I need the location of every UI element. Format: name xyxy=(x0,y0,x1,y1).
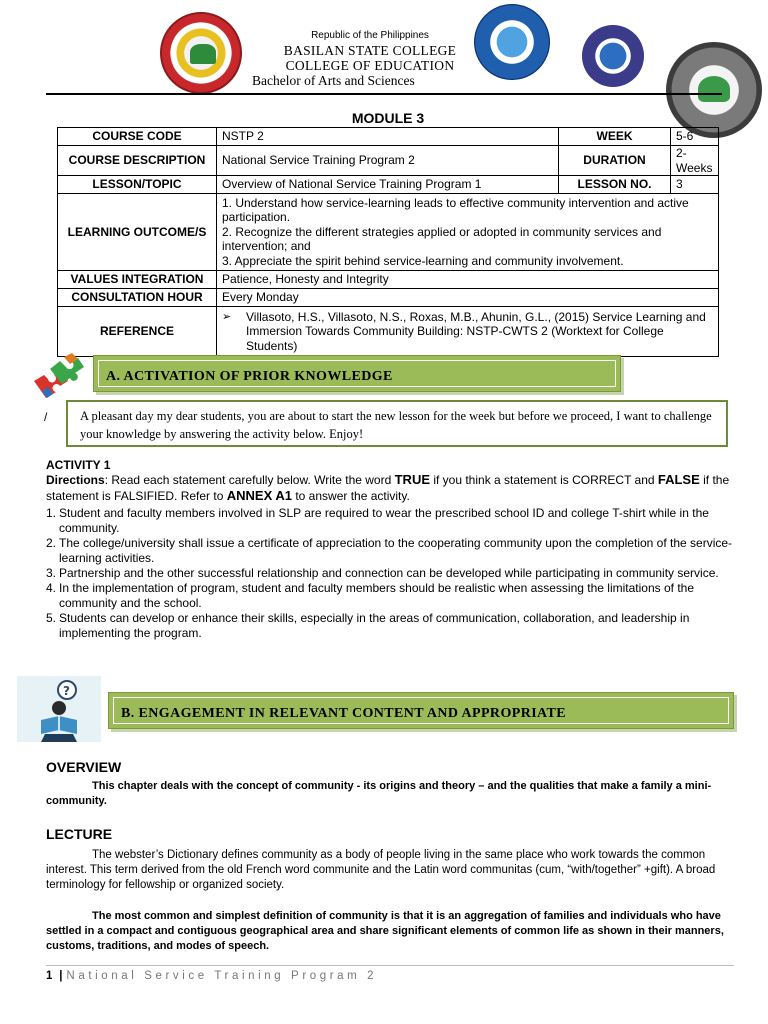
lecture-paragraph: The most common and simplest definition of community is that it is an aggregation of families and individuals who have settled in a compact and contiguous geographical area and share significant elements of common life as shown in their manners, customs, traditions, and modes of speech. xyxy=(46,910,724,952)
footer-separator: | xyxy=(59,970,63,982)
activity-items xyxy=(46,506,736,641)
lesson-no-label: LESSON NO. xyxy=(559,176,671,194)
directions-text: to answer the activity. xyxy=(292,489,410,503)
college-unit: COLLEGE OF EDUCATION xyxy=(285,58,455,73)
item-text: In the implementation of program, student and faculty members should be realistic when assessing the limitations of the community and the school. xyxy=(59,581,694,610)
table-row xyxy=(58,146,719,176)
table-row xyxy=(58,289,719,307)
document-header xyxy=(0,0,768,100)
values-integration-label: VALUES INTEGRATION xyxy=(58,271,217,289)
learning-outcomes-value xyxy=(217,194,719,271)
course-description-label: COURSE DESCRIPTION xyxy=(58,146,217,176)
footer-divider xyxy=(46,965,734,966)
table-row xyxy=(58,307,719,357)
svg-text:?: ? xyxy=(63,684,70,698)
week-value: 5-6 xyxy=(671,128,719,146)
directions-text: if the statement is FALSIFIED. Refer to xyxy=(46,473,730,503)
header-divider xyxy=(46,93,722,95)
section-a-title: A. ACTIVATION OF PRIOR KNOWLEDGE xyxy=(106,369,393,384)
learning-outcome-item: 1. Understand how service-learning leads to effective community intervention and active participation. xyxy=(222,195,689,225)
course-code-value: NSTP 2 xyxy=(217,128,559,146)
consultation-hour-value: Every Monday xyxy=(217,289,719,307)
student-reading-icon xyxy=(17,676,101,742)
item-text: Partnership and the other successful relationship and connection can be developed while participating in community service. xyxy=(59,566,719,580)
table-row xyxy=(58,176,719,194)
item-number: 5. xyxy=(46,611,57,625)
section-b-title: B. ENGAGEMENT IN RELEVANT CONTENT AND APPROPRIATE xyxy=(121,706,566,721)
list-item xyxy=(46,611,736,641)
directions-text: : Read each statement carefully below. Write the word xyxy=(104,473,395,487)
table-row xyxy=(58,194,719,271)
greeting-box: A pleasant day my dear students, you are about to start the new lesson for the week but before we proceed, I want to challenge your knowledge by answering the activity below. Enjoy! xyxy=(66,400,728,447)
list-item xyxy=(46,566,736,581)
page-footer xyxy=(46,970,377,982)
lesson-topic-label: LESSON/TOPIC xyxy=(58,176,217,194)
item-number: 1. xyxy=(46,506,57,520)
false-keyword: FALSE xyxy=(657,472,700,487)
learning-outcome-item: 2. Recognize the different strategies applied or adopted in community services and intervention; and xyxy=(222,224,662,254)
module-title: MODULE 3 xyxy=(351,110,425,126)
duration-value: 2-Weeks xyxy=(671,146,719,176)
lecture-paragraph: The webster’s Dictionary defines community as a body of people living in the same place who work towards the common interest. This term derived from the old French word communite and the Latin word communitas (cum, “with/together” +gift). A broad terminology for fellowship or organized society. xyxy=(46,849,716,891)
lesson-no-value: 3 xyxy=(671,176,719,194)
week-label: WEEK xyxy=(559,128,671,146)
puzzle-pieces-icon xyxy=(30,351,90,399)
lesson-topic-value: Overview of National Service Training Program 1 xyxy=(217,176,559,194)
political-science-department-logo-icon xyxy=(582,25,644,87)
reference-label: REFERENCE xyxy=(58,307,217,357)
course-code-label: COURSE CODE xyxy=(58,128,217,146)
stray-mark: / xyxy=(44,410,48,424)
true-keyword: TRUE xyxy=(394,472,430,487)
course-description-value: National Service Training Program 2 xyxy=(217,146,559,176)
item-number: 2. xyxy=(46,536,57,550)
item-number: 3. xyxy=(46,566,57,580)
list-item xyxy=(46,536,736,566)
overview-text: This chapter deals with the concept of community - its origins and theory – and the qualities that make a family a mini-community. xyxy=(46,780,712,807)
activity-title: ACTIVITY 1 xyxy=(46,458,111,472)
overview-heading: OVERVIEW xyxy=(46,759,122,775)
activity-directions xyxy=(46,472,766,504)
table-row xyxy=(58,271,719,289)
list-item xyxy=(46,506,736,536)
annex-reference: ANNEX A1 xyxy=(226,488,292,503)
reference-cell xyxy=(217,307,719,357)
campus-logo-icon xyxy=(666,42,762,138)
directions-label: Directions xyxy=(46,473,105,487)
list-item xyxy=(46,581,736,611)
item-text: The college/university shall issue a certificate of appreciation to the cooperating community upon the completion of the service-learning activities. xyxy=(59,536,733,565)
values-integration-value: Patience, Honesty and Integrity xyxy=(217,271,719,289)
program-name: Bachelor of Arts and Sciences xyxy=(252,73,415,88)
consultation-hour-label: CONSULTATION HOUR xyxy=(58,289,217,307)
table-row xyxy=(58,128,719,146)
course-info-table xyxy=(57,127,719,357)
learning-outcomes-label: LEARNING OUTCOME/S xyxy=(58,194,217,271)
footer-text: National Service Training Program 2 xyxy=(66,970,378,982)
directions-text: if you think a statement is CORRECT and xyxy=(430,473,658,487)
republic-line: Republic of the Philippines xyxy=(311,30,429,41)
section-a-banner xyxy=(93,355,621,392)
page-number: 1 xyxy=(46,970,53,982)
learning-outcome-item: 3. Appreciate the spirit behind service-learning and community involvement. xyxy=(222,253,624,268)
duration-label: DURATION xyxy=(559,146,671,176)
college-name: BASILAN STATE COLLEGE xyxy=(283,43,457,58)
reference-value: Villasoto, H.S., Villasoto, N.S., Roxas, M.B., Ahunin, G.L., (2015) Service Learning and Immersion Towards Community Building: NSTP-CWTS 2 (Worktext for College Students) xyxy=(246,309,706,353)
arrow-bullet-icon: ➢ xyxy=(222,310,232,323)
item-number: 4. xyxy=(46,581,57,595)
item-text: Student and faculty members involved in SLP are required to wear the prescribed school ID and college T-shirt while in the community. xyxy=(59,506,709,535)
item-text: Students can develop or enhance their skills, especially in the areas of communication, collaboration, and leadership in implementing the program. xyxy=(59,611,690,640)
lecture-heading: LECTURE xyxy=(46,826,113,842)
section-b-banner xyxy=(108,692,734,729)
